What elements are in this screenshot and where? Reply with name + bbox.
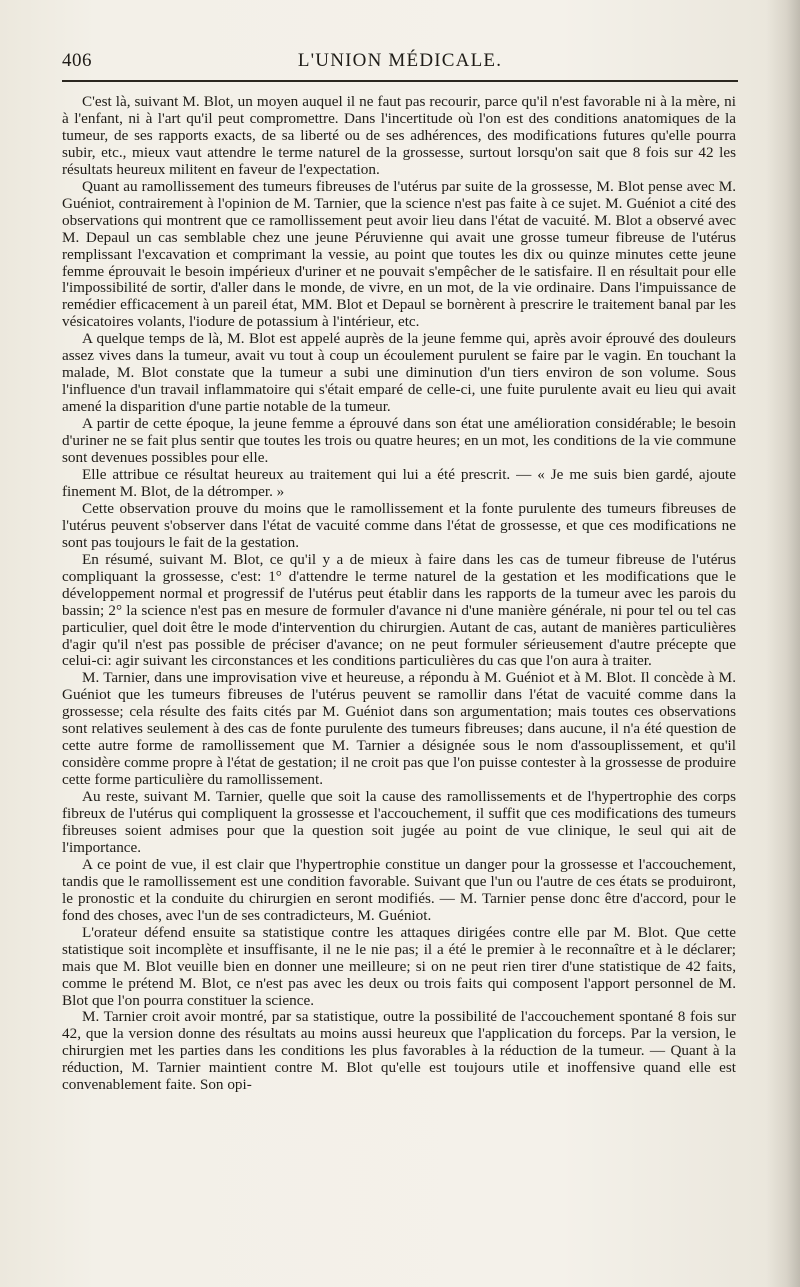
paragraph: Au reste, suivant M. Tarnier, quelle que soit la cause des ramollissements et de l'hypertrophie des corps fibreux de l'utérus qui compliquent la grossesse et l'accouchement, il suffit que ces modifications des tumeurs fibreuses soient admises pour que la question soit jugée au point de vue clinique, le seul qui ait de l'importance. [62,788,736,856]
paragraph: M. Tarnier croit avoir montré, par sa statistique, outre la possibilité de l'accouchement spontané 8 fois sur 42, que la version donne des résultats au moins aussi heureux que l'application du forceps. Par la version, le chirurgien met les parties dans les conditions les plus favorables à la réduction de la tumeur. — Quant à la réduction, M. Tarnier maintient contre M. Blot qu'elle est toujours utile et inoffensive quand elle est convenablement faite. Son opi- [62,1008,736,1094]
paragraph: Elle attribue ce résultat heureux au traitement qui lui a été prescrit. — « Je me suis bien gardé, ajoute finement M. Blot, de la détromper. » [62,465,736,500]
running-title: L'UNION MÉDICALE. [297,50,503,71]
body-text [62,94,736,1094]
paragraph: A ce point de vue, il est clair que l'hypertrophie constitue un danger pour la grossesse et l'accouchement, tandis que le ramollissement est une condition favorable. Suivant que l'un ou l'autre de ces états se produiront, le pronostic et la conduite du chirurgien en seront modifiés. — M. Tarnier pense donc être d'accord, pour le fond des choses, avec l'un de ses contradicteurs, M. Guéniot. [62,855,736,924]
page-number: 406 [62,50,92,71]
page-edge-shadow [766,0,800,1287]
paragraph: Cette observation prouve du moins que le ramollissement et la fonte purulente des tumeurs fibreuses de l'utérus peuvent s'observer dans l'état de vacuité comme dans l'état de grossesse, et que ces modifications ne sont pas toujours le fait de la gestation. [62,499,736,551]
paragraph: L'orateur défend ensuite sa statistique contre les attaques dirigées contre elle par M. Blot. Que cette statistique soit incomplète et insuffisante, il ne le nie pas; il a été le premier à le reconnaître et à le déclarer; mais que M. Blot veuille bien en donner une meilleure; si on ne peut rien tirer d'une statistique de 42 faits, comme le prétend M. Blot, ce n'est pas avec les deux ou trois faits qui composent l'apport personnel de M. Blot que l'on pourra constituer la science. [62,923,736,1009]
paragraph: A quelque temps de là, M. Blot est appelé auprès de la jeune femme qui, après avoir éprouvé des douleurs assez vives dans la tumeur, avait vu tout à coup un écoulement purulent se faire par le vagin. En touchant la malade, M. Blot constate que la tumeur a subi une diminution d'un tiers environ de son volume. Sous l'influence d'un travail inflammatoire qui s'était emparé de celle-ci, une fuite purulente avait eu lieu qui avait amené la disparition d'une partie notable de la tumeur. [62,330,736,416]
paragraph: Quant au ramollissement des tumeurs fibreuses de l'utérus par suite de la grossesse, M. Blot pense avec M. Guéniot, contrairement à l'opinion de M. Tarnier, que la science n'est pas faite à ce sujet. M. Guéniot a cité des observations qui montrent que ce ramollissement peut avoir lieu dans l'état de vacuité. M. Blot a observé avec M. Depaul un cas semblable chez une jeune Péruvienne qui avait une grosse tumeur fibreuse de l'utérus remplissant l'excavation et comprimant la vessie, au point que toutes les dix ou quinze minutes cette jeune femme éprouvait le besoin impérieux d'uriner et ne pouvait s'empêcher de le satisfaire. Il en résultait pour elle l'impossibilité de sortir, d'aller dans le monde, de vivre, en un mot, de la vie ordinaire. Dans l'impuissance de remédier efficacement à un pareil état, MM. Blot et Depaul se bornèrent à prescrire le traitement banal par les vésicatoires volants, l'iodure de potassium à l'intérieur, etc. [62,177,736,331]
paragraph: En résumé, suivant M. Blot, ce qu'il y a de mieux à faire dans les cas de tumeur fibreuse de l'utérus compliquant la grossesse, c'est: 1° d'attendre le terme naturel de la gestation et les modifications que le développement normal et progressif de l'utérus peut établir dans les rapports de la tumeur avec les parois du bassin; 2° la science n'est pas en mesure de formuler d'avance ni d'une manière générale, ni pour tel ou tel cas particulier, quel doit être le mode d'intervention du chirurgien. Autant de cas, autant de manières particulières d'agir qu'il n'est pas possible de préciser d'avance; on ne peut formuler sérieusement d'autre précepte que celui-ci: agir suivant les circonstances et les conditions particulières du cas que l'on aura à traiter. [62,550,736,670]
paragraph: M. Tarnier, dans une improvisation vive et heureuse, a répondu à M. Guéniot et à M. Blot. Il concède à M. Guéniot que les tumeurs fibreuses de l'utérus peuvent se ramollir dans l'état de vacuité comme dans la grossesse; cela résulte des faits cités par M. Guéniot dans son argumentation; mais toutes ces observations sont relatives seulement à des cas de fonte purulente des tumeurs fibreuses; dans aucune, il n'a été question de cette autre forme de ramollissement que M. Tarnier a désignée sous le nom d'assouplissement, et qu'il considère comme propre à l'état de gestation; il ne croit pas que l'on puisse contester à la grossesse de produire cette forme particulière du ramollissement. [62,669,736,789]
paragraph: C'est là, suivant M. Blot, un moyen auquel il ne faut pas recourir, parce qu'il n'est favorable ni à la mère, ni à l'enfant, ni à l'art qu'il peut compromettre. Dans l'incertitude où l'on est des conditions anatomiques de la tumeur, de ses rapports exacts, de sa liberté ou de ses adhérences, des modifications futures qu'elle pourra subir, etc., mieux vaut attendre le terme naturel de la grossesse, surtout lorsqu'on sait que 8 fois sur 42 les résultats heureux militent en faveur de l'expectation. [62,93,736,178]
paragraph: A partir de cette époque, la jeune femme a éprouvé dans son état une amélioration considérable; le besoin d'uriner ne se fait plus sentir que toutes les trois ou quatre heures; en un mot, les conditions de la vie commune sont devenues possibles pour elle. [62,415,736,467]
page-header [62,44,738,82]
